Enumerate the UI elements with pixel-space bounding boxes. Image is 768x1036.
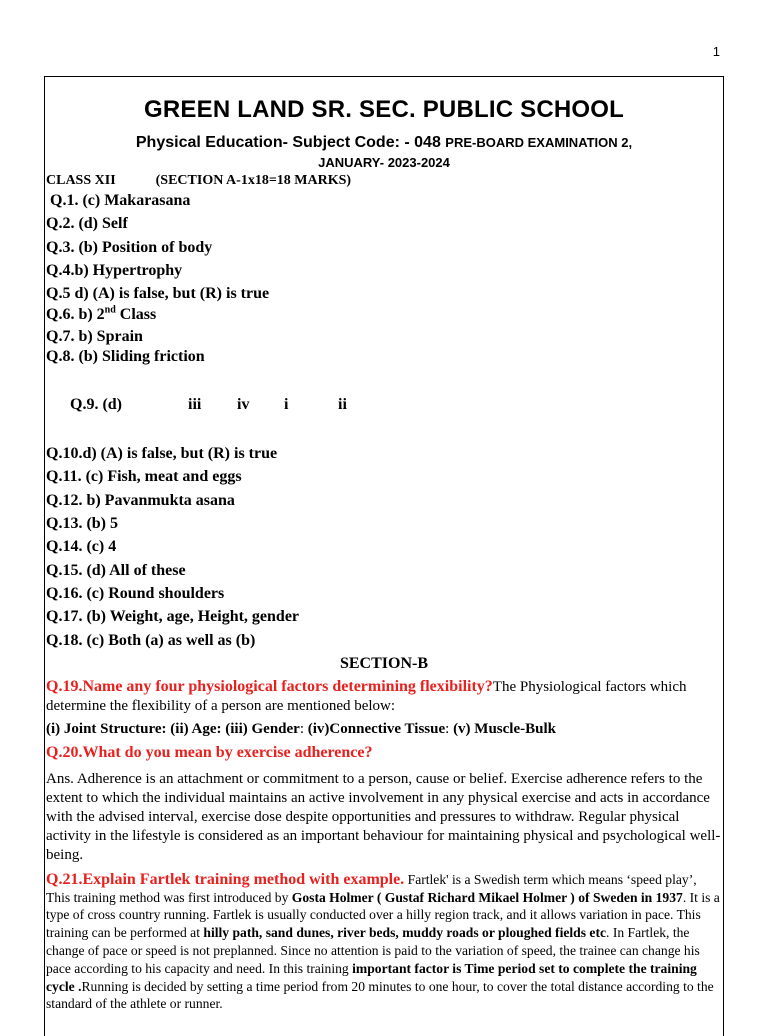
- q21-text-2: . It is a type of cross country running. Fartlek is usually conducted over a hilly region track, and it allows variation in pace. This training can be performed at: [46, 889, 720, 941]
- answer-q6: [46, 304, 722, 326]
- answer-q16: Q.16. (c) Round shoulders: [46, 584, 225, 602]
- answer-q6-suffix: Class: [115, 306, 157, 324]
- answer-q13: Q.13. (b) 5: [46, 515, 118, 533]
- answer-q5: Q.5 d) (A) is false, but (R) is true: [46, 285, 270, 303]
- answer-q6-sup: nd: [104, 304, 116, 316]
- answer-q7: Q.7. b) Sprain: [46, 328, 143, 346]
- section-a-answers: [46, 189, 722, 652]
- answer-q15: Q.15. (d) All of these: [46, 561, 186, 579]
- q19-sep-1: :: [299, 720, 308, 737]
- q20-question: Q.20.What do you mean by exercise adherence?: [46, 743, 373, 761]
- answer-q4: Q.4.b) Hypertrophy: [46, 261, 183, 279]
- class-label: CLASS XII: [46, 173, 116, 188]
- q19-factors-c: (v) Muscle-Bulk: [453, 720, 556, 737]
- q21-bold-1: Gosta Holmer ( Gustaf Richard Mikael Holmer ) of Sweden in 1937: [291, 889, 683, 905]
- answer-q9-match-2: iv: [237, 396, 250, 414]
- q19-factors-a: (i) Joint Structure: (ii) Age: (iii) Gender: [46, 720, 300, 737]
- q21-bold-3: important factor is Time period set to complete the training cycle .: [46, 960, 697, 994]
- q21-text-4: Running is decided by setting a time period from 20 minutes to one hour, to cover the total distance according to the standard of the athlete or runner.: [46, 978, 714, 1012]
- q19-question: Q.19.Name any four physiological factors determining flexibility?: [46, 677, 493, 695]
- exam-session: JANUARY- 2023-2024: [318, 155, 450, 170]
- q19-sep-2: :: [445, 720, 454, 737]
- subject-line: [46, 134, 722, 152]
- answer-q6-prefix: Q.6. b) 2: [46, 306, 105, 324]
- answer-q9-match-3: i: [284, 396, 289, 414]
- q21-block: [46, 871, 722, 1013]
- answer-q1: Q.1. (c) Makarasana: [50, 192, 191, 209]
- q21-text-1: Fartlek' is a Swedish term which means ‘speed play’, This training method was first introduced by: [46, 871, 697, 905]
- answer-q12: Q.12. b) Pavanmukta asana: [46, 491, 235, 509]
- section-a-label: (SECTION A-1x18=18 MARKS): [155, 173, 352, 188]
- answer-q10: Q.10.d) (A) is false, but (R) is true: [46, 445, 278, 463]
- answer-q17: Q.17. (b) Weight, age, Height, gender: [46, 608, 300, 626]
- section-b-heading: SECTION-B: [339, 654, 429, 672]
- q19-answer: The Physiological factors which determine the flexibility of a person are mentioned below:: [46, 678, 687, 714]
- q21-bold-2: hilly path, sand dunes, river beds, muddy roads or ploughed fields etc: [203, 925, 607, 941]
- answer-q14: Q.14. (c) 4: [46, 538, 117, 556]
- school-name: GREEN LAND SR. SEC. PUBLIC SCHOOL: [144, 96, 624, 123]
- exam-name: PRE-BOARD EXAMINATION 2,: [445, 135, 633, 150]
- q21-text-3: . In Fartlek, the change of pace or speed is not preplanned. Since no attention is paid to the variation of speed, the trainee can change his pace according to his capacity and need. In this training: [46, 925, 700, 976]
- answer-q11: Q.11. (c) Fish, meat and eggs: [46, 468, 242, 486]
- q20-answer: Ans. Adherence is an attachment or commitment to a person, cause or belief. Exercise adherence refers to the extent to which the individual maintains an active involvement in any physical exercise and acts in accordance with the advised interval, exercise dose despite opportunities and pressures to withdraw. Regular physical activity in the lifestyle is considered as an important behaviour for maintaining physical and psychological well-being.: [46, 770, 721, 863]
- class-line: [46, 173, 722, 189]
- answer-q2: Q.2. (d) Self: [46, 215, 128, 233]
- answer-q3: Q.3. (b) Position of body: [46, 238, 213, 256]
- answer-q9-label: Q.9. (d): [70, 396, 122, 414]
- answer-q9-match-1: iii: [188, 396, 202, 414]
- q19-factors: [46, 718, 722, 740]
- answer-q8: Q.8. (b) Sliding friction: [46, 348, 205, 366]
- q19-block: [46, 677, 722, 716]
- subject-code: Physical Education- Subject Code: - 048: [135, 134, 441, 151]
- q19-factors-b: (iv)Connective Tissue: [307, 720, 446, 737]
- q21-question: Q.21.Explain Fartlek training method with example.: [46, 870, 405, 888]
- answer-q9-match-4: ii: [338, 396, 347, 414]
- page-number: 1: [712, 44, 720, 59]
- answer-q9: [46, 367, 722, 442]
- answer-q18: Q.18. (c) Both (a) as well as (b): [46, 631, 256, 649]
- document-body: [46, 96, 722, 1013]
